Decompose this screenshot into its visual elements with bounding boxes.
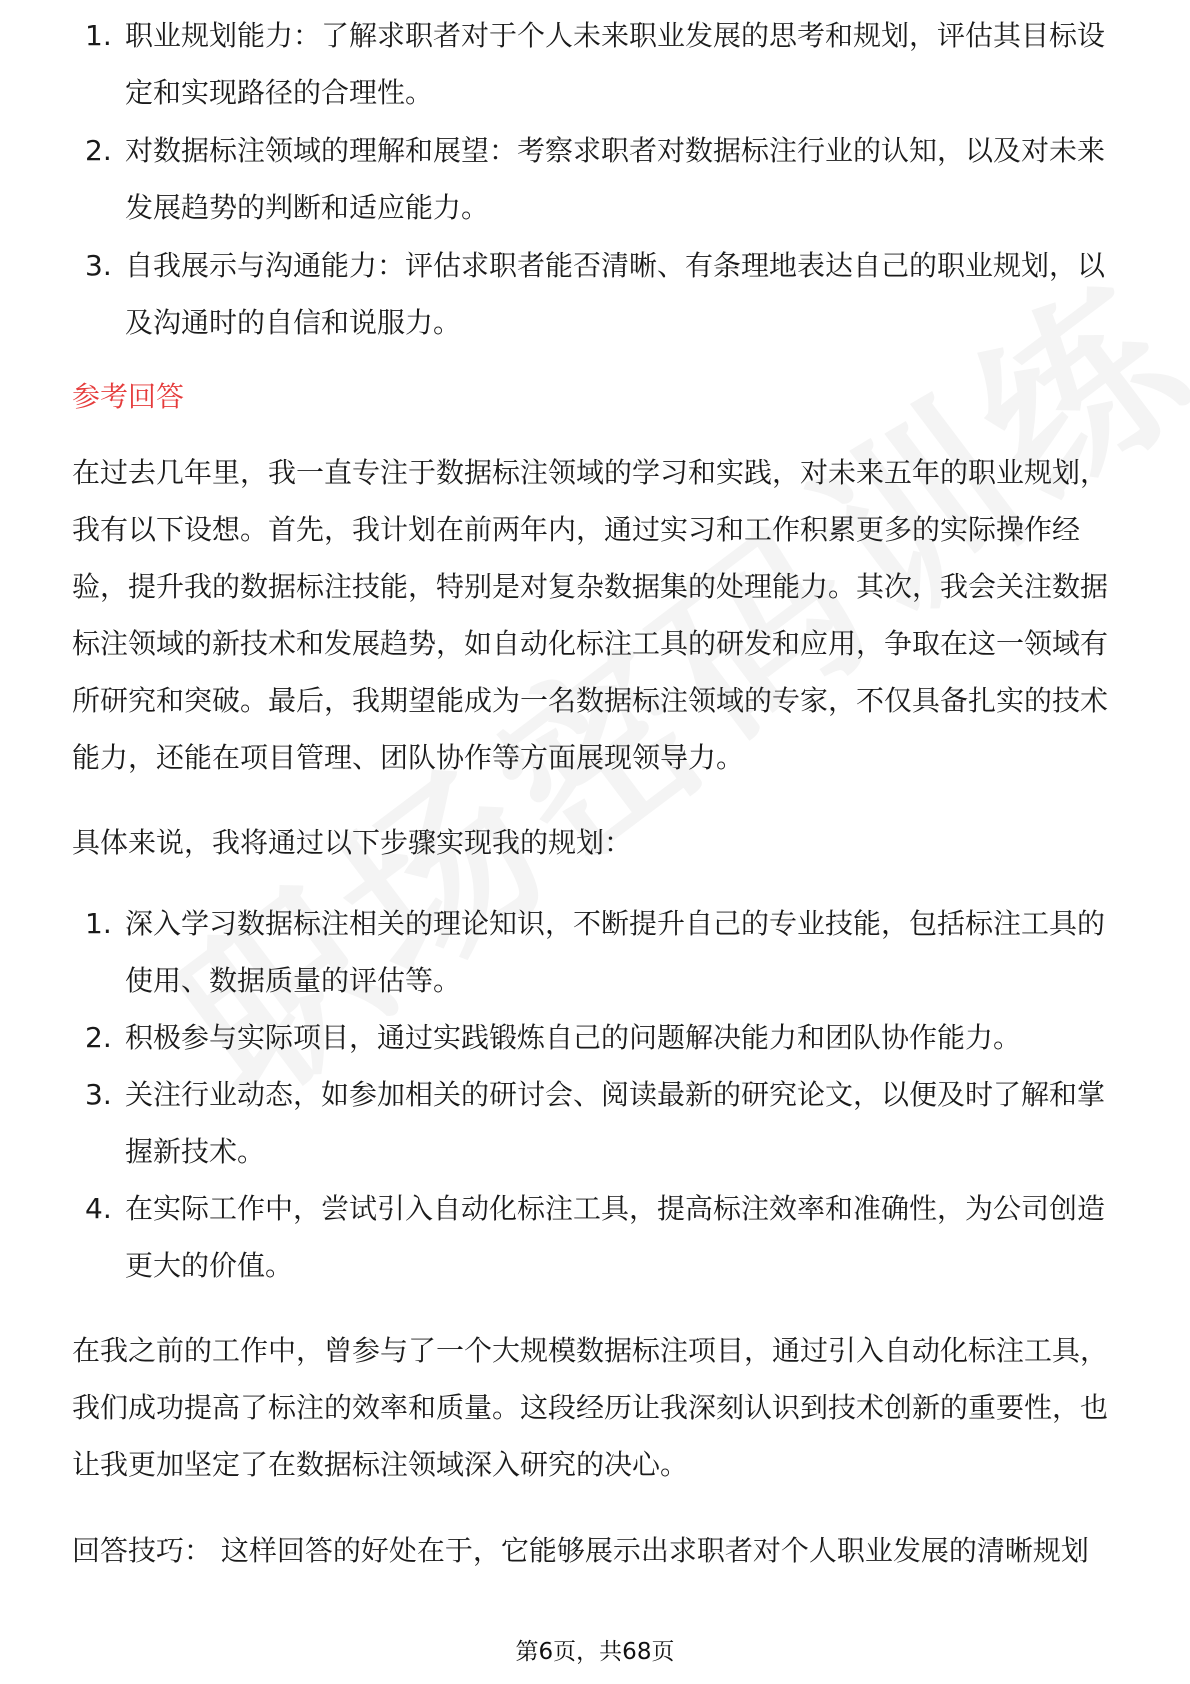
list-number: 1.: [85, 19, 112, 52]
list-text: 对数据标注领域的理解和展望：考察求职者对数据标注行业的认知，以及对未来发展趋势的判断和适应能力。: [125, 134, 1106, 224]
answer-tip-paragraph: 回答技巧： 这样回答的好处在于，它能够展示出求职者对个人职业发展的清晰规划: [72, 1534, 1089, 1567]
list-number: 2.: [85, 134, 112, 167]
reference-answer-heading: 参考回答: [72, 380, 185, 413]
experience-paragraph: 在我之前的工作中，曾参与了一个大规模数据标注项目，通过引入自动化标注工具，我们成功提高了标注的效率和质量。这段经历让我深刻认识到技术创新的重要性，也让我更加坚定了在数据标注领域深入研究的决心。: [72, 1334, 1109, 1481]
list-item: [72, 1066, 1122, 1180]
list-number: 4.: [85, 1192, 112, 1225]
list-item: [72, 1009, 1122, 1066]
list-text: 深入学习数据标注相关的理论知识，不断提升自己的专业技能，包括标注工具的使用、数据质量的评估等。: [125, 907, 1106, 997]
list-number: 3.: [85, 249, 112, 282]
list-text: 关注行业动态，如参加相关的研讨会、阅读最新的研究论文，以便及时了解和掌握新技术。: [125, 1078, 1106, 1168]
list-text: 自我展示与沟通能力：评估求职者能否清晰、有条理地表达自己的职业规划，以及沟通时的自信和说服力。: [125, 249, 1106, 339]
list-item: [72, 237, 1122, 351]
list-number: 3.: [85, 1078, 112, 1111]
list-item: [72, 7, 1122, 121]
top-numbered-list: [72, 7, 1122, 351]
list-item: [72, 1180, 1122, 1294]
page-footer: 第6页，共68页: [515, 1639, 675, 1665]
list-item: [72, 895, 1122, 1009]
list-text: 职业规划能力：了解求职者对于个人未来职业发展的思考和规划，评估其目标设定和实现路径的合理性。: [125, 19, 1106, 109]
document-content: [72, 19, 1122, 1579]
list-text: 积极参与实际项目，通过实践锻炼自己的问题解决能力和团队协作能力。: [125, 1021, 1022, 1054]
steps-numbered-list: [72, 895, 1122, 1294]
steps-intro-paragraph: 具体来说，我将通过以下步骤实现我的规划：: [72, 826, 633, 859]
list-number: 2.: [85, 1021, 112, 1054]
list-number: 1.: [85, 907, 112, 940]
answer-paragraph: 在过去几年里，我一直专注于数据标注领域的学习和实践，对未来五年的职业规划，我有以下设想。首先，我计划在前两年内，通过实习和工作积累更多的实际操作经验，提升我的数据标注技能，特别是对复杂数据集的处理能力。其次，我会关注数据标注领域的新技术和发展趋势，如自动化标注工具的研发和应用，争取在这一领域有所研究和突破。最后，我期望能成为一名数据标注领域的专家，不仅具备扎实的技术能力，还能在项目管理、团队协作等方面展现领导力。: [72, 456, 1109, 774]
list-item: [72, 122, 1122, 236]
list-text: 在实际工作中，尝试引入自动化标注工具，提高标注效率和准确性，为公司创造更大的价值。: [125, 1192, 1106, 1282]
